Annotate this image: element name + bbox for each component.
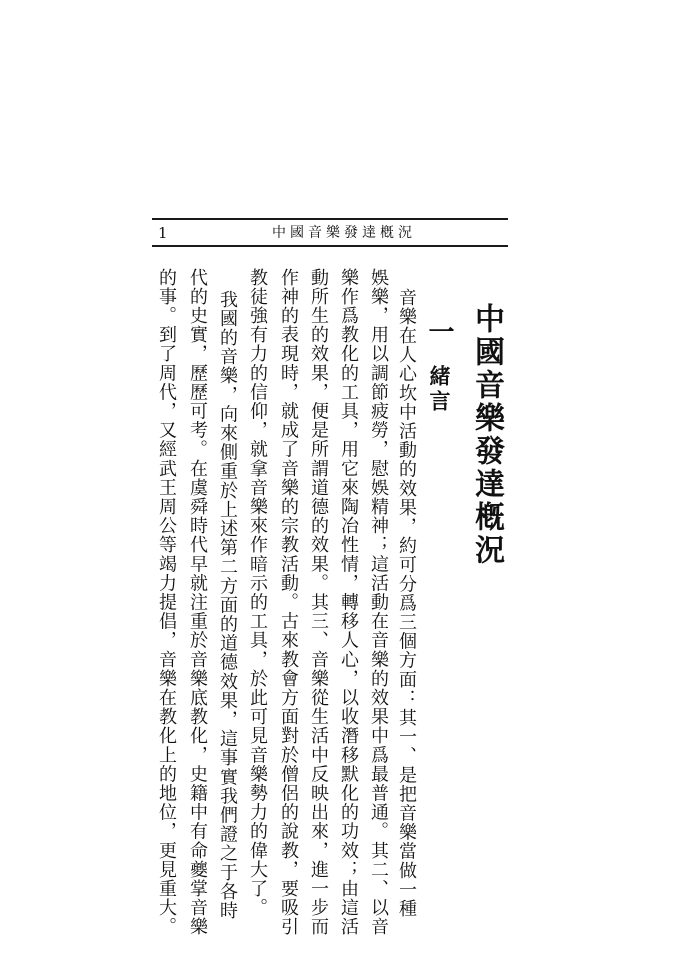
text-column-9: 的事。到了周代，又經武王周公等竭力提倡，音樂在教化上的地位，更見重大。: [156, 268, 177, 937]
text-column-4: 動所生的效果，便是所謂道德的效果。其三、音樂從生活中反映出來，進一步而: [308, 268, 329, 937]
section-number: 一: [424, 318, 454, 344]
page-number: 1: [158, 224, 168, 242]
header-rule-bottom: [152, 245, 508, 247]
text-column-7: 我國的音樂，向來側重於上述第二方面的道德效果，這事實我們證之于各時: [217, 290, 238, 921]
text-column-3: 樂作爲教化的工具，用它來陶冶性情，轉移人心，以收潛移默化的功效；由這活: [338, 268, 359, 937]
chapter-title: 中國音樂發達槪況: [469, 303, 504, 567]
section-title: 緒言: [427, 365, 452, 415]
header-rule-top: [152, 218, 508, 220]
running-head: 中國音樂發達槪況: [272, 225, 416, 241]
text-column-2: 娛樂，用以調節疲勞，慰娛精神；這活動在音樂的效果中爲最普通。其二、以音: [368, 268, 389, 937]
text-column-6: 教徒強有力的信仰，就拿音樂來作暗示的工具，於此可見音樂勢力的偉大了。: [247, 268, 268, 918]
text-column-1: 音樂在人心坎中活動的效果，約可分爲三個方面：其一、是把音樂當做一種: [396, 288, 417, 919]
text-column-5: 作神的表現時，就成了音樂的宗教活動。古來教會方面對於僧侶的說教，要吸引: [278, 268, 299, 937]
text-column-8: 代的史實，歷歷可考。在虞舜時代早就注重於音樂底教化，史籍中有命夔掌音樂: [187, 268, 208, 937]
